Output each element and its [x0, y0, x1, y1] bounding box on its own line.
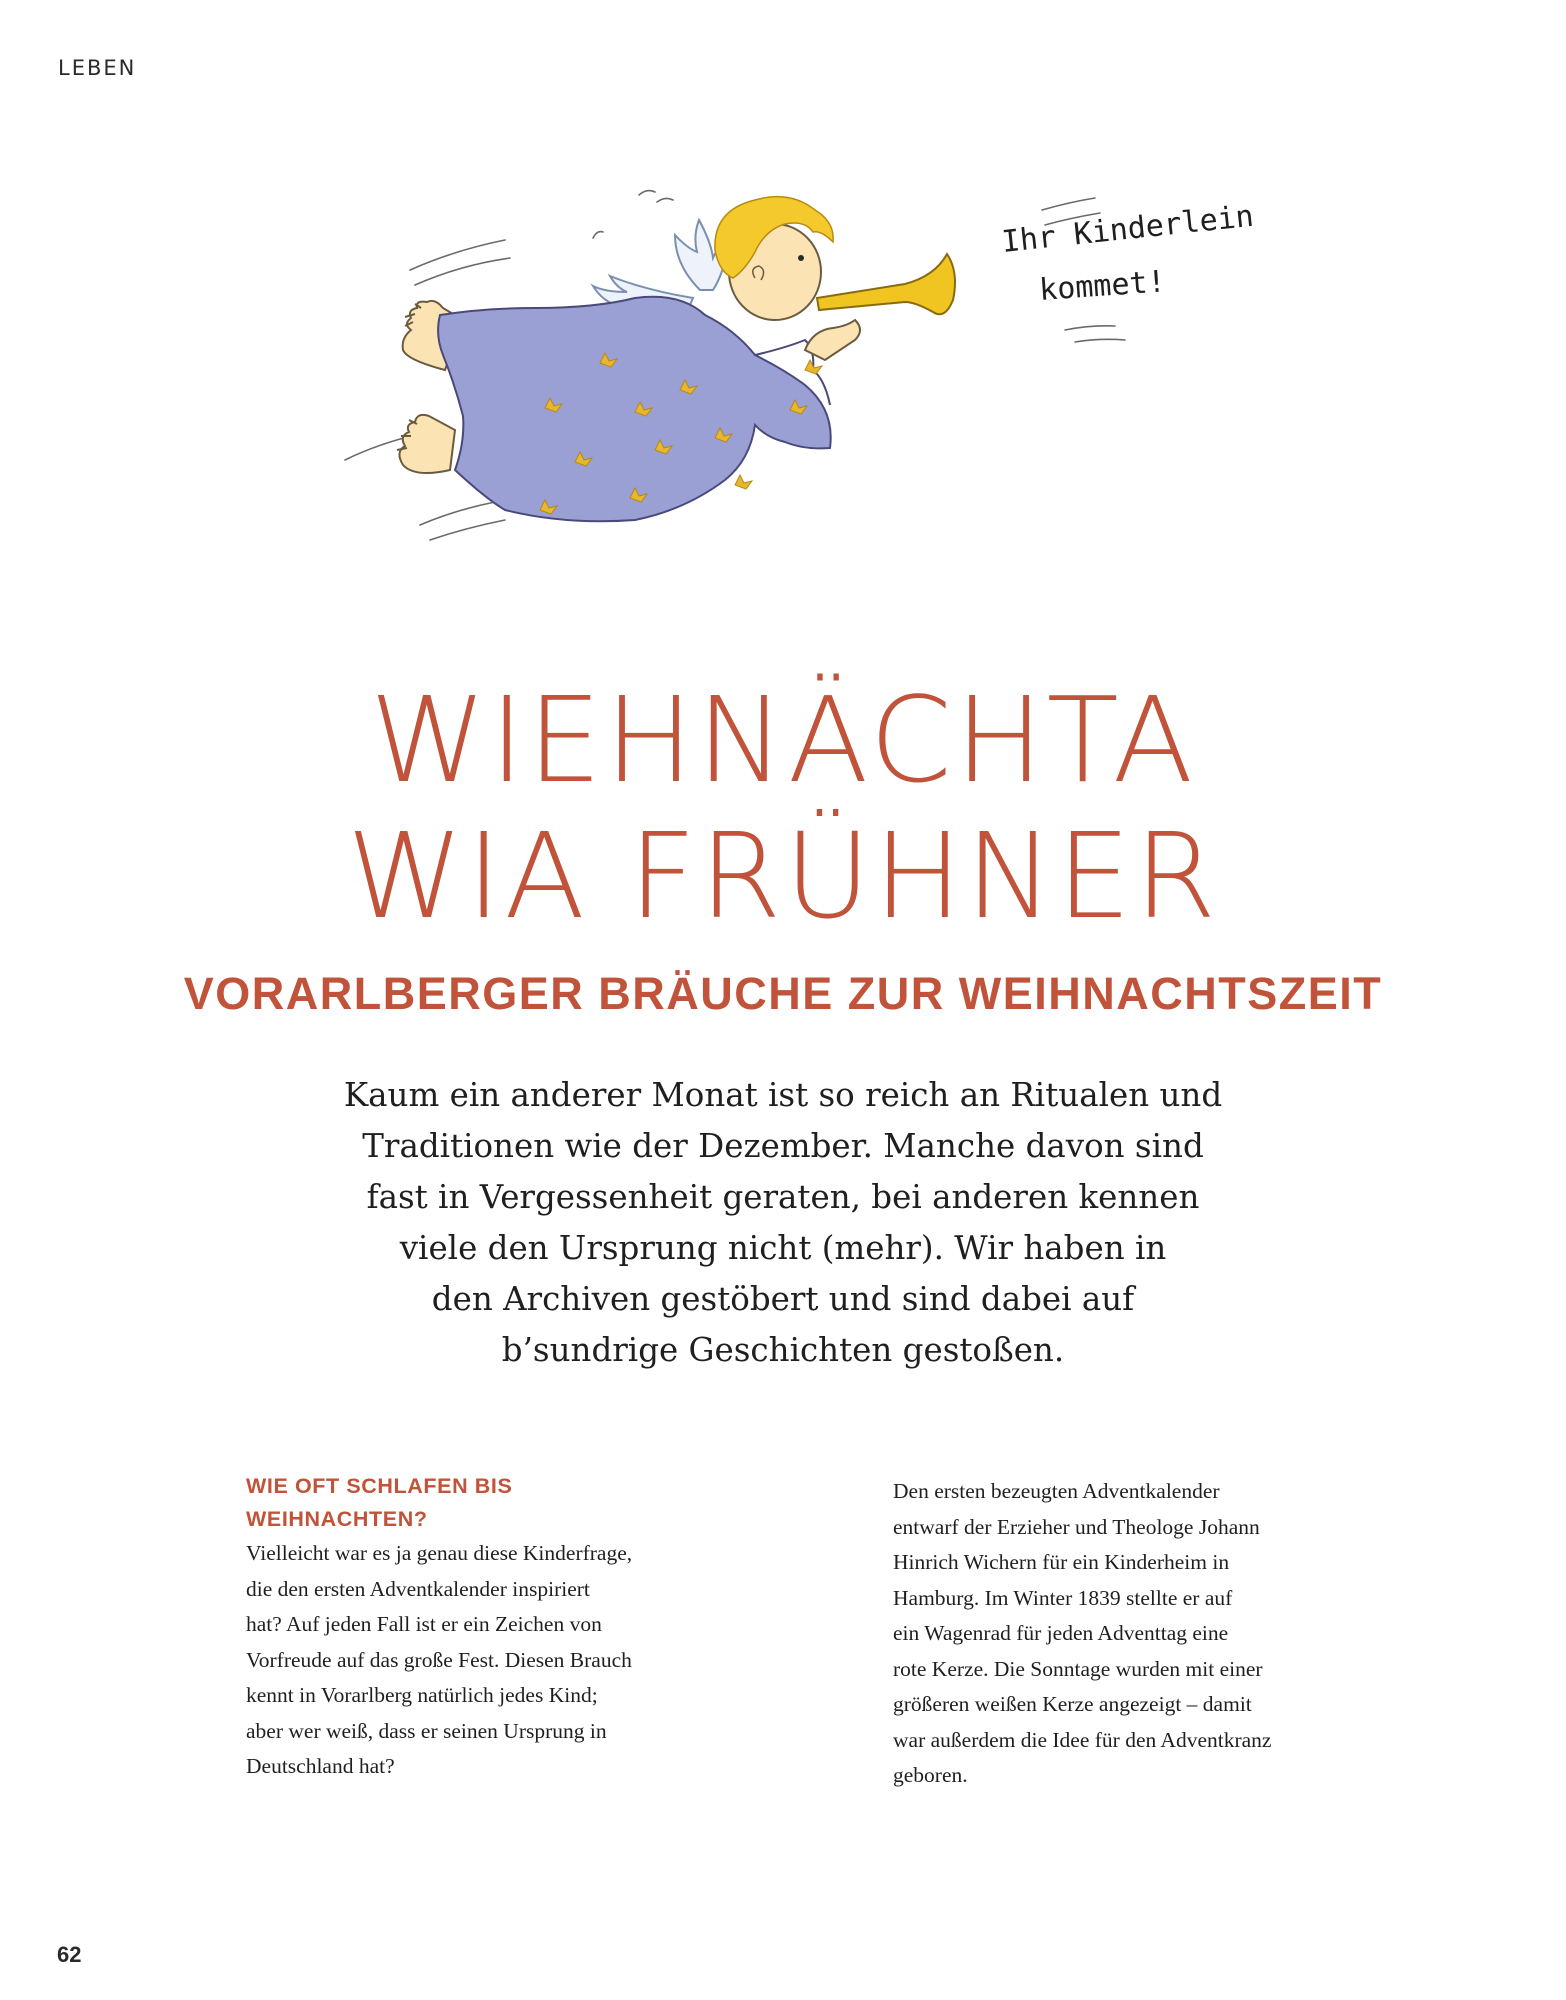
- column-body: [893, 1474, 1333, 1794]
- speech-line-1: Ihr Kinderlein: [1000, 198, 1256, 260]
- body-line: ein Wagenrad für jeden Adventtag eine: [893, 1621, 1229, 1645]
- angel-hands: [805, 320, 860, 360]
- body-line: geboren.: [893, 1763, 968, 1787]
- body-line: entwarf der Erzieher und Theologe Johann: [893, 1514, 1260, 1539]
- body-line: Vielleicht war es ja genau diese Kinderfrage,: [246, 1541, 633, 1565]
- section-label: LEBEN: [58, 56, 137, 80]
- body-line: hat? Auf jeden Fall ist er ein Zeichen von: [246, 1612, 602, 1636]
- angel-illustration: [335, 180, 1295, 570]
- title-line: WIEHNÄCHTA: [369, 671, 1197, 809]
- lead-line: Traditionen wie der Dezember. Manche davon sind: [362, 1127, 1204, 1165]
- page-number: 62: [57, 1942, 82, 1967]
- article-title: [0, 672, 1566, 944]
- article-lead: [283, 1070, 1283, 1376]
- body-line: größeren weißen Kerze angezeigt – damit: [893, 1692, 1252, 1716]
- body-line: aber wer weiß, dass er seinen Ursprung in: [246, 1718, 607, 1743]
- title-line: WIA FRÜHNER: [346, 807, 1220, 945]
- column-heading: [246, 1470, 686, 1536]
- lead-line: den Archiven gestöbert und sind dabei auf: [431, 1280, 1135, 1318]
- article-subtitle: VORARLBERGER BRÄUCHE ZUR WEIHNACHTSZEIT: [183, 968, 1383, 1019]
- body-line: rote Kerze. Die Sonntage wurden mit einer: [893, 1656, 1263, 1681]
- lead-line: viele den Ursprung nicht (mehr). Wir haben in: [399, 1229, 1167, 1267]
- body-line: Hamburg. Im Winter 1839 stellte er auf: [893, 1585, 1233, 1610]
- lead-line: Kaum ein anderer Monat ist so reich an Ritualen und: [343, 1076, 1223, 1114]
- body-line: Hinrich Wichern für ein Kinderheim in: [893, 1550, 1230, 1574]
- body-line: die den ersten Adventkalender inspiriert: [246, 1576, 590, 1601]
- column-body: [246, 1536, 686, 1785]
- speech-line-2: kommet!: [1038, 264, 1167, 308]
- robe: [438, 297, 831, 521]
- heading-line: WEIHNACHTEN?: [246, 1507, 428, 1531]
- right-column: [893, 1474, 1333, 1794]
- body-line: Vorfreude auf das große Fest. Diesen Brauch: [246, 1647, 632, 1672]
- lead-line: fast in Vergessenheit geraten, bei anderen kennen: [366, 1178, 1200, 1216]
- angel-eye: [798, 255, 804, 261]
- heading-line: WIE OFT SCHLAFEN BIS: [246, 1474, 513, 1498]
- lead-line: b’sundrige Geschichten gestoßen.: [501, 1331, 1065, 1369]
- body-line: Den ersten bezeugten Adventkalender: [893, 1479, 1220, 1503]
- body-line: war außerdem die Idee für den Adventkranz: [893, 1727, 1272, 1752]
- body-line: kennt in Vorarlberg natürlich jedes Kind;: [246, 1683, 598, 1707]
- left-column: [246, 1470, 686, 1785]
- trumpet: [817, 254, 955, 314]
- body-line: Deutschland hat?: [246, 1754, 395, 1778]
